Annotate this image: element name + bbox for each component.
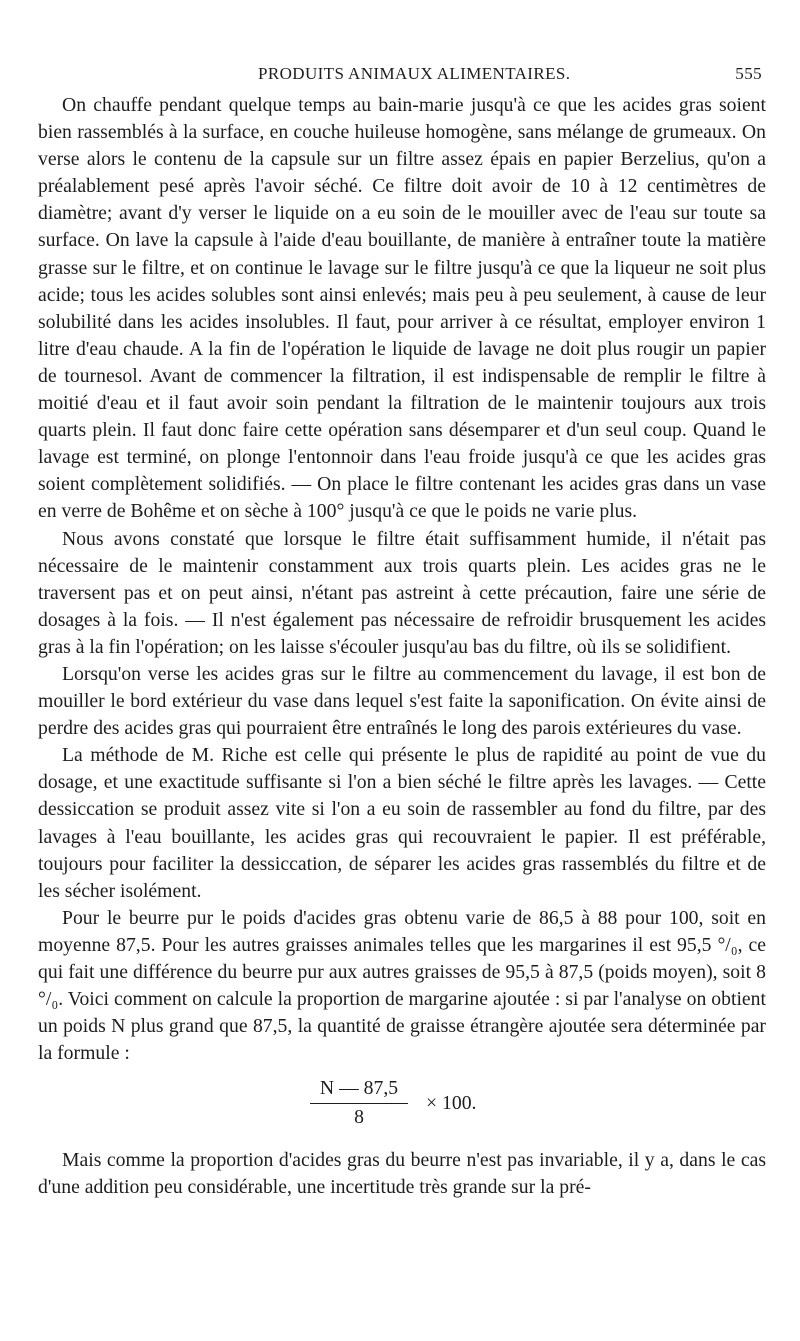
page-number: 555	[735, 64, 762, 83]
running-title: PRODUITS ANIMAUX ALIMENTAIRES.	[258, 64, 571, 83]
paragraph-3: Lorsqu'on verse les acides gras sur le filtre au commencement du lavage, il est bon de mouiller le bord extérieur du vase dans lequel s'est faite la saponification. On évite ainsi de perdre des acides gras qui pourraient être entraînés le long des parois extérieures du vase.	[38, 662, 766, 740]
paragraph-4: La méthode de M. Riche est celle qui présente le plus de rapidité au point de vue du dosage, et une exactitude suffisante si l'on a bien séché le filtre après les lavages. — Cette dessiccation se produit assez vite si l'on a eu soin de rassembler au fond du filtre, par des lavages à l'eau bouillante, les acides gras qui recouvraient le papier. Il est préférable, toujours pour faciliter la dessiccation, de séparer les acides gras rassemblés du filtre et de les sécher isolément.	[38, 744, 766, 902]
formula-multiplier: × 100.	[426, 1092, 477, 1115]
closing-paragraph: Mais comme la proportion d'acides gras du beurre n'est pas invariable, il y a, dans le cas d'une addition peu considérable, une incertitude très grande sur la pré-	[38, 1149, 766, 1199]
paragraph-2: Nous avons constaté que lorsque le filtre était suffisamment humide, il n'était pas nécessaire de le maintenir constamment aux trois quarts plein. Les acides gras ne le traversent pas et on peut ainsi, n'étant pas astreint à cette précaution, faire une série de dosages à la fois. — Il n'est également pas nécessaire de refroidir brusquement les acides gras à la fin l'opération; on les laisse s'écouler jusqu'au bas du filtre, où ils se solidifient.	[38, 527, 766, 658]
paragraph-5: Pour le beurre pur le poids d'acides gras obtenu varie de 86,5 à 88 pour 100, soit en moyenne 87,5. Pour les autres graisses animales telles que les margarines il est 95,5 °/₀, ce qui fait une différence du beurre pur aux autres graisses de 95,5 à 87,5 (poids moyen), soit 8 °/₀. Voici comment on calcule la proportion de margarine ajoutée : si par l'analyse on obtient un poids N plus grand que 87,5, la quantité de graisse étrangère ajoutée sera déterminée par la formule :	[38, 906, 766, 1065]
paragraph-1: On chauffe pendant quelque temps au bain-marie jusqu'à ce que les acides gras soient bien rassemblés à la surface, en couche huileuse homogène, sans mélange de grumeaux. On verse alors le contenu de la capsule sur un filtre assez épais en papier Berzelius, qu'on a préalablement pesé après l'avoir séché. Ce filtre doit avoir de 10 à 12 centimètres de diamètre; avant d'y verser le liquide on a eu soin de le mouiller avec de l'eau sur toute sa surface. On lave la capsule à l'aide d'eau bouillante, de manière à entraîner toute la matière grasse sur le filtre, et on continue le lavage sur le filtre jusqu'à ce que la liqueur ne soit plus acide; tous les acides solubles sont ainsi enlevés; mais peu à peu seulement, à cause de leur solubilité dans les acides insolubles. Il faut, pour arriver à ce résultat, employer environ 1 litre d'eau chaude. A la fin de l'opération le liquide de lavage ne doit plus rougir un papier de tournesol. Avant de commencer la filtration, il est indispensable de remplir le filtre à moitié d'eau et il faut avoir soin pendant la filtration de le maintenir toujours aux trois quarts plein. Il faut donc faire cette opération sans désemparer et d'un seul coup. Quand le lavage est terminé, on plonge l'entonnoir dans l'eau froide jusqu'à ce que les acides gras soient complètement solidifiés. — On place le filtre contenant les acides gras dans un vase en verre de Bohême et on sèche à 100° jusqu'à ce que le poids ne varie plus.	[38, 94, 766, 523]
body-text	[38, 92, 766, 1202]
fraction	[310, 1075, 408, 1130]
formula-denominator: 8	[354, 1106, 364, 1129]
running-header	[38, 58, 770, 88]
formula-numerator: N — 87,5	[310, 1075, 408, 1104]
formula	[38, 1067, 766, 1147]
